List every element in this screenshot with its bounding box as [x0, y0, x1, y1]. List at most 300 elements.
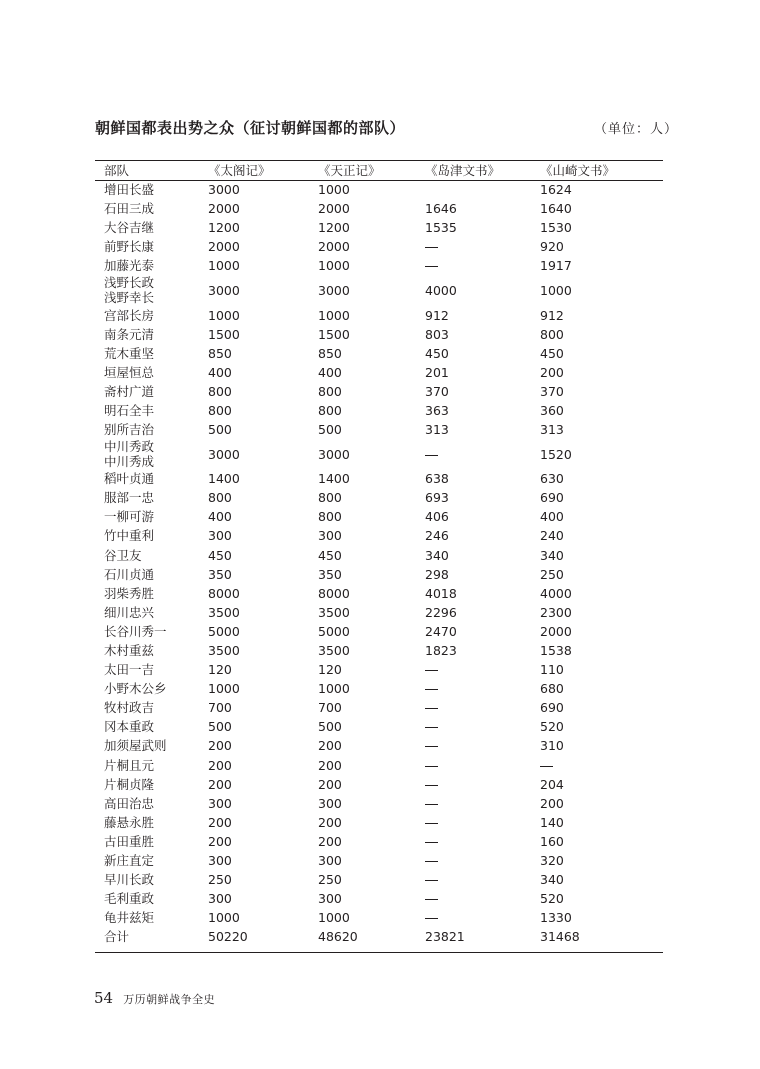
dash-mark: [425, 899, 438, 900]
cell-text: 240: [540, 528, 564, 544]
unit-name-cell: [95, 218, 208, 237]
unit-name-cell: [95, 775, 208, 794]
value-cell: [425, 756, 540, 775]
table-row: [95, 401, 663, 420]
cell-text: 1917: [540, 258, 572, 274]
cell-text: 800: [318, 509, 342, 525]
cell-text: 850: [208, 345, 232, 361]
cell-text: 400: [208, 509, 232, 525]
cell-text: 450: [540, 345, 564, 361]
unit-name-cell: [95, 565, 208, 584]
table-row: [95, 794, 663, 813]
value-cell: [208, 794, 318, 813]
value-cell: [425, 851, 540, 870]
cell-text: 250: [540, 566, 564, 582]
cell-text: 1000: [208, 910, 240, 926]
unit-name-cell: [95, 622, 208, 641]
cell-text: 200: [208, 833, 232, 849]
value-cell: [208, 679, 318, 698]
unit-name-cell: [95, 851, 208, 870]
cell-text: 450: [318, 547, 342, 563]
value-cell: [318, 439, 425, 469]
page-footer: [94, 988, 215, 1007]
cell-text: 早川长政: [104, 872, 155, 888]
value-cell: [208, 546, 318, 565]
cell-text: 400: [318, 364, 342, 380]
cell-text: 300: [318, 891, 342, 907]
value-cell: [540, 565, 663, 584]
value-cell: [425, 325, 540, 344]
value-cell: [540, 756, 663, 775]
value-cell: [208, 199, 318, 218]
cell-text: 1530: [540, 220, 572, 236]
cell-text: 1000: [208, 681, 240, 697]
cell-text: 1200: [318, 220, 350, 236]
value-cell: [540, 199, 663, 218]
cell-text: 1330: [540, 910, 572, 926]
cell-text: 850: [318, 345, 342, 361]
cell-text: 690: [540, 700, 564, 716]
cell-text: 牧村政吉: [104, 700, 155, 716]
value-cell: [318, 660, 425, 679]
cell-text: 250: [208, 872, 232, 888]
cell-text: 浅野长政 浅野幸长: [104, 275, 155, 306]
value-cell: [540, 679, 663, 698]
cell-text: 1000: [318, 307, 350, 323]
value-cell: [540, 488, 663, 507]
cell-text: 1000: [318, 258, 350, 274]
unit-name-cell: [95, 889, 208, 908]
value-cell: [425, 813, 540, 832]
cell-text: 500: [318, 422, 342, 438]
value-cell: [318, 488, 425, 507]
value-cell: [318, 382, 425, 401]
cell-text: 3000: [208, 446, 240, 462]
cell-text: 800: [208, 490, 232, 506]
table-row: [95, 325, 663, 344]
unit-name-cell: [95, 275, 208, 305]
table-row: [95, 363, 663, 382]
cell-text: 2000: [318, 239, 350, 255]
value-cell: [425, 526, 540, 545]
table-row: [95, 603, 663, 622]
value-cell: [318, 908, 425, 927]
value-cell: [208, 363, 318, 382]
header-taikoki: 《太阁记》: [208, 162, 271, 178]
cell-text: 500: [208, 719, 232, 735]
value-cell: [318, 420, 425, 439]
cell-text: 1400: [318, 471, 350, 487]
cell-text: 长谷川秀一: [104, 623, 167, 639]
value-cell: [318, 584, 425, 603]
table-row: [95, 622, 663, 641]
cell-text: 荒木重坚: [104, 345, 155, 361]
value-cell: [208, 775, 318, 794]
value-cell: [208, 832, 318, 851]
value-cell: [318, 199, 425, 218]
cell-text: 313: [425, 422, 449, 438]
value-cell: [208, 488, 318, 507]
value-cell: [540, 420, 663, 439]
unit-name-cell: [95, 736, 208, 755]
cell-text: 1500: [318, 326, 350, 342]
cell-text: 800: [540, 326, 564, 342]
dash-mark: [425, 266, 438, 267]
unit-note: （单位：人）: [594, 122, 679, 137]
value-cell: [425, 237, 540, 256]
value-cell: [540, 584, 663, 603]
table-row: [95, 526, 663, 545]
value-cell: [425, 469, 540, 488]
cell-text: 800: [318, 402, 342, 418]
value-cell: [540, 870, 663, 889]
cell-text: 700: [318, 700, 342, 716]
value-cell: [318, 679, 425, 698]
cell-text: 693: [425, 490, 449, 506]
cell-text: 800: [318, 490, 342, 506]
cell-text: 南条元清: [104, 326, 155, 342]
cell-text: 5000: [208, 623, 240, 639]
value-cell: [208, 756, 318, 775]
table-row: [95, 870, 663, 889]
value-cell: [540, 908, 663, 927]
table-row: [95, 237, 663, 256]
cell-text: 石川贞通: [104, 566, 155, 582]
table-row: [95, 344, 663, 363]
value-cell: [318, 325, 425, 344]
value-cell: [425, 717, 540, 736]
value-cell: [540, 382, 663, 401]
value-cell: [318, 305, 425, 324]
cell-text: 合计: [104, 929, 130, 945]
value-cell: [208, 180, 318, 199]
cell-text: 800: [318, 383, 342, 399]
cell-text: 2000: [540, 623, 572, 639]
cell-text: 8000: [318, 585, 350, 601]
cell-text: 1520: [540, 446, 572, 462]
dash-mark: [425, 455, 438, 456]
value-cell: [540, 736, 663, 755]
cell-text: 340: [540, 547, 564, 563]
cell-text: 垣屋恒总: [104, 364, 155, 380]
cell-text: 1624: [540, 182, 572, 198]
value-cell: [425, 736, 540, 755]
value-cell: [208, 275, 318, 305]
value-cell: [425, 401, 540, 420]
unit-name-cell: [95, 305, 208, 324]
cell-text: 服部一忠: [104, 490, 155, 506]
table-row: [95, 180, 663, 199]
table-row: [95, 439, 663, 469]
cell-text: 高田治忠: [104, 795, 155, 811]
unit-name-cell: [95, 382, 208, 401]
cell-text: 3500: [318, 604, 350, 620]
value-cell: [318, 736, 425, 755]
dash-mark: [425, 918, 438, 919]
value-cell: [208, 420, 318, 439]
cell-text: 4018: [425, 585, 457, 601]
table-bottom-rule: [95, 952, 663, 953]
cell-text: 200: [318, 814, 342, 830]
value-cell: [208, 218, 318, 237]
unit-name-cell: [95, 180, 208, 199]
unit-name-cell: [95, 603, 208, 622]
cell-text: 920: [540, 239, 564, 255]
cell-text: 3500: [208, 643, 240, 659]
cell-text: 912: [540, 307, 564, 323]
cell-text: 110: [540, 662, 564, 678]
value-cell: [425, 199, 540, 218]
cell-text: 200: [318, 776, 342, 792]
unit-name-cell: [95, 526, 208, 545]
cell-text: 片桐且元: [104, 757, 155, 773]
value-cell: [425, 305, 540, 324]
cell-text: 201: [425, 364, 449, 380]
cell-text: 200: [208, 776, 232, 792]
value-cell: [540, 603, 663, 622]
value-cell: [208, 870, 318, 889]
cell-text: 313: [540, 422, 564, 438]
cell-text: 200: [540, 795, 564, 811]
value-cell: [318, 344, 425, 363]
value-cell: [208, 526, 318, 545]
cell-text: 350: [318, 566, 342, 582]
cell-text: 300: [208, 853, 232, 869]
unit-name-cell: [95, 344, 208, 363]
cell-text: 稻叶贞通: [104, 471, 155, 487]
cell-text: 4000: [425, 282, 457, 298]
value-cell: [425, 344, 540, 363]
value-cell: [208, 325, 318, 344]
cell-text: 1000: [318, 681, 350, 697]
unit-name-cell: [95, 794, 208, 813]
table-row: [95, 584, 663, 603]
value-cell: [540, 363, 663, 382]
cell-text: 300: [318, 795, 342, 811]
cell-text: 1400: [208, 471, 240, 487]
cell-text: 1000: [208, 307, 240, 323]
table-row: [95, 851, 663, 870]
value-cell: [208, 908, 318, 927]
value-cell: [425, 180, 540, 199]
dash-mark: [425, 727, 438, 728]
dash-mark: [425, 766, 438, 767]
unit-name-cell: [95, 237, 208, 256]
value-cell: [425, 488, 540, 507]
cell-text: 加藤光泰: [104, 258, 155, 274]
value-cell: [318, 851, 425, 870]
value-cell: [425, 679, 540, 698]
value-cell: [425, 584, 540, 603]
cell-text: 638: [425, 471, 449, 487]
value-cell: [318, 603, 425, 622]
cell-text: 小野木公乡: [104, 681, 167, 697]
cell-text: 新庄直定: [104, 853, 155, 869]
value-cell: [425, 908, 540, 927]
cell-text: 2300: [540, 604, 572, 620]
value-cell: [318, 565, 425, 584]
cell-text: 古田重胜: [104, 833, 155, 849]
cell-text: 200: [208, 738, 232, 754]
table-row: [95, 698, 663, 717]
cell-text: 300: [318, 853, 342, 869]
value-cell: [318, 237, 425, 256]
cell-text: 450: [208, 547, 232, 563]
troops-table: [95, 160, 663, 946]
value-cell: [425, 256, 540, 275]
value-cell: [540, 507, 663, 526]
cell-text: 前野长康: [104, 239, 155, 255]
value-cell: [540, 717, 663, 736]
cell-text: 冈本重政: [104, 719, 155, 735]
cell-text: 120: [208, 662, 232, 678]
cell-text: 200: [318, 757, 342, 773]
table-row: [95, 679, 663, 698]
value-cell: [425, 794, 540, 813]
value-cell: [540, 775, 663, 794]
value-cell: [208, 622, 318, 641]
value-cell: [208, 469, 318, 488]
cell-text: 2296: [425, 604, 457, 620]
cell-text: 1000: [208, 258, 240, 274]
value-cell: [208, 889, 318, 908]
cell-text: 1538: [540, 643, 572, 659]
table-row: [95, 275, 663, 305]
cell-text: 160: [540, 833, 564, 849]
value-cell: [208, 736, 318, 755]
value-cell: [425, 363, 540, 382]
value-cell: [540, 622, 663, 641]
dash-mark: [425, 746, 438, 747]
value-cell: [208, 698, 318, 717]
table-row: [95, 641, 663, 660]
value-cell: [540, 546, 663, 565]
cell-text: 300: [318, 528, 342, 544]
cell-text: 23821: [425, 929, 465, 945]
cell-text: 50220: [208, 929, 248, 945]
unit-name-cell: [95, 813, 208, 832]
cell-text: 大谷吉继: [104, 220, 155, 236]
cell-text: 310: [540, 738, 564, 754]
cell-text: 1000: [318, 182, 350, 198]
unit-name-cell: [95, 756, 208, 775]
cell-text: 630: [540, 471, 564, 487]
value-cell: [540, 344, 663, 363]
unit-name-cell: [95, 439, 208, 469]
value-cell: [208, 565, 318, 584]
value-cell: [318, 507, 425, 526]
value-cell: [540, 325, 663, 344]
table-body: [95, 180, 663, 946]
value-cell: [208, 813, 318, 832]
value-cell: [540, 218, 663, 237]
value-cell: [540, 641, 663, 660]
table-row: [95, 889, 663, 908]
dash-mark: [540, 766, 553, 767]
cell-text: 3500: [208, 604, 240, 620]
cell-text: 500: [208, 422, 232, 438]
cell-text: 320: [540, 853, 564, 869]
table-row: [95, 927, 663, 946]
value-cell: [318, 275, 425, 305]
table-row: [95, 382, 663, 401]
cell-text: 500: [318, 719, 342, 735]
table-row: [95, 717, 663, 736]
value-cell: [318, 889, 425, 908]
value-cell: [540, 305, 663, 324]
cell-text: 一柳可游: [104, 509, 155, 525]
cell-text: 250: [318, 872, 342, 888]
value-cell: [318, 546, 425, 565]
cell-text: 片桐贞隆: [104, 776, 155, 792]
cell-text: 中川秀政 中川秀成: [104, 439, 155, 470]
cell-text: 3000: [318, 446, 350, 462]
cell-text: 450: [425, 345, 449, 361]
value-cell: [425, 382, 540, 401]
cell-text: 300: [208, 528, 232, 544]
cell-text: 200: [208, 814, 232, 830]
table-row: [95, 305, 663, 324]
value-cell: [425, 420, 540, 439]
value-cell: [208, 507, 318, 526]
cell-text: 200: [318, 833, 342, 849]
table-row: [95, 908, 663, 927]
value-cell: [318, 717, 425, 736]
value-cell: [318, 756, 425, 775]
value-cell: [208, 344, 318, 363]
table-row: [95, 469, 663, 488]
cell-text: 别所吉治: [104, 422, 155, 438]
cell-text: 3000: [318, 282, 350, 298]
dash-mark: [425, 842, 438, 843]
unit-name-cell: [95, 870, 208, 889]
value-cell: [318, 256, 425, 275]
table-row: [95, 488, 663, 507]
table-row: [95, 546, 663, 565]
cell-text: 300: [208, 795, 232, 811]
value-cell: [540, 813, 663, 832]
book-title: 万历朝鲜战争全史: [123, 993, 216, 1006]
table-row: [95, 420, 663, 439]
value-cell: [425, 275, 540, 305]
cell-text: 400: [208, 364, 232, 380]
dash-mark: [425, 670, 438, 671]
cell-text: 350: [208, 566, 232, 582]
cell-text: 406: [425, 509, 449, 525]
cell-text: 400: [540, 509, 564, 525]
cell-text: 690: [540, 490, 564, 506]
cell-text: 204: [540, 776, 564, 792]
table-row: [95, 736, 663, 755]
value-cell: [425, 218, 540, 237]
cell-text: 2000: [208, 201, 240, 217]
header-unit: 部队: [104, 162, 130, 178]
table-row: [95, 660, 663, 679]
cell-text: 1500: [208, 326, 240, 342]
cell-text: 细川忠兴: [104, 604, 155, 620]
value-cell: [318, 698, 425, 717]
unit-name-cell: [95, 908, 208, 927]
cell-text: 1535: [425, 220, 457, 236]
cell-text: 1646: [425, 201, 457, 217]
cell-text: 加须屋武则: [104, 738, 167, 754]
cell-text: 谷卫友: [104, 547, 142, 563]
unit-name-cell: [95, 469, 208, 488]
value-cell: [425, 870, 540, 889]
value-cell: [208, 603, 318, 622]
cell-text: 200: [318, 738, 342, 754]
unit-name-cell: [95, 488, 208, 507]
